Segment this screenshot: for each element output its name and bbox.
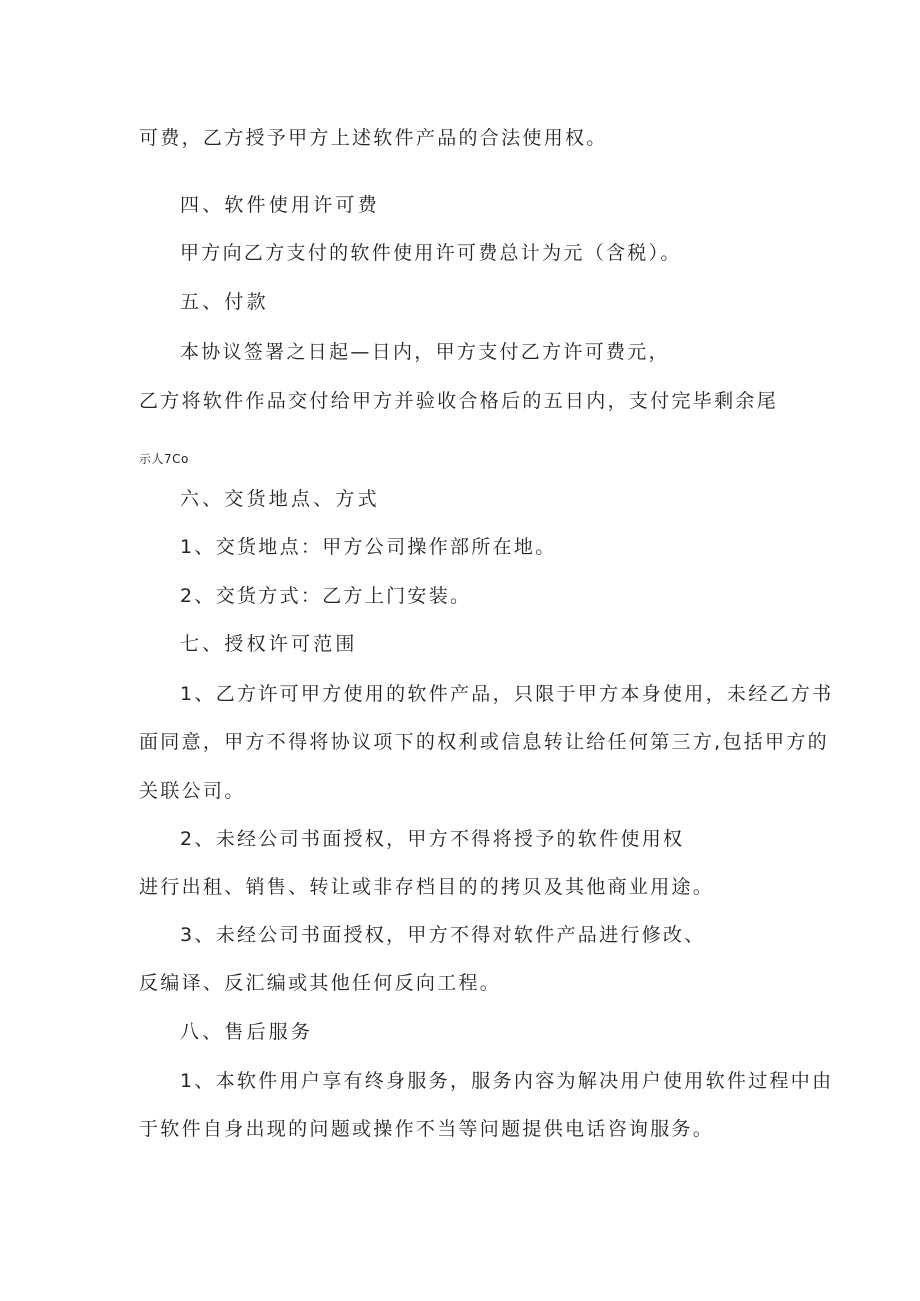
list-item: 1、交货地点：甲方公司操作部所在地。 <box>180 536 557 558</box>
paragraph-line: 乙方将软件作品交付给甲方并验收合格后的五日内，支付完毕剩余尾 <box>139 390 779 412</box>
section-heading: 四、软件使用许可费 <box>180 194 380 216</box>
paragraph-line: 可费，乙方授予甲方上述软件产品的合法使用权。 <box>139 127 608 149</box>
section-heading: 八、售后服务 <box>180 1021 314 1043</box>
list-item: 1、本软件用户享有终身服务，服务内容为解决用户使用软件过程中由 <box>180 1070 834 1092</box>
paragraph-line: 反编译、反汇编或其他任何反向工程。 <box>139 972 502 994</box>
paragraph-line: 于软件自身出现的问题或操作不当等问题提供电话咨询服务。 <box>139 1118 715 1140</box>
list-item: 3、未经公司书面授权，甲方不得对软件产品进行修改、 <box>180 924 706 946</box>
list-item: 2、未经公司书面授权，甲方不得将授予的软件使用权 <box>180 828 685 850</box>
garbled-text: 示人7Co <box>139 452 189 466</box>
paragraph-line: 关联公司。 <box>139 780 246 802</box>
paragraph-line: 甲方向乙方支付的软件使用许可费总计为元（含税）。 <box>180 242 682 264</box>
section-heading: 五、付款 <box>180 291 269 313</box>
paragraph-line: 本协议签署之日起—日内，甲方支付乙方许可费元， <box>180 341 670 363</box>
paragraph-line: 进行出租、销售、转让或非存档目的的拷贝及其他商业用途。 <box>139 876 715 898</box>
list-item: 1、乙方许可甲方使用的软件产品，只限于甲方本身使用，未经乙方书 <box>180 683 834 705</box>
section-heading: 七、授权许可范围 <box>180 633 358 655</box>
section-heading: 六、交货地点、方式 <box>180 488 380 510</box>
list-item: 2、交货方式：乙方上门安装。 <box>180 585 472 607</box>
paragraph-line: 面同意，甲方不得将协议项下的权利或信息转让给任何第三方,包括甲方的 <box>139 731 829 753</box>
